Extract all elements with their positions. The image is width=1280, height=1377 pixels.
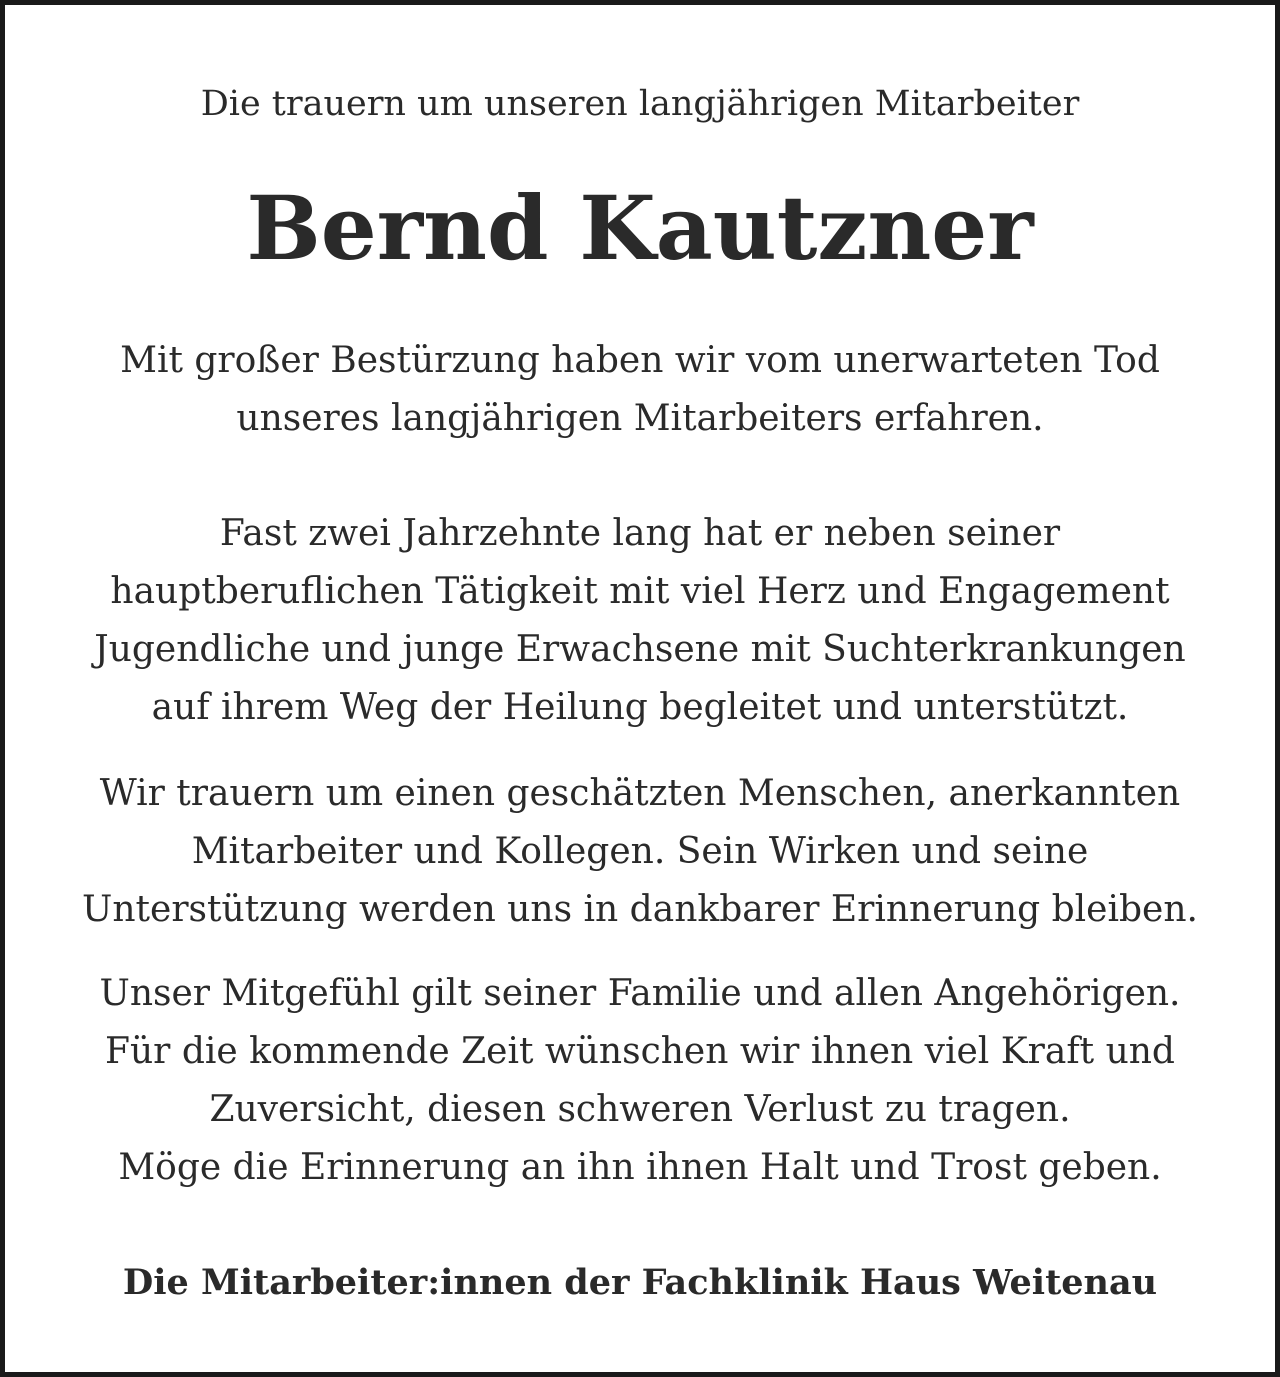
paragraph-line: Möge die Erinnerung an ihn ihnen Halt und Trost geben. [118,1147,1162,1188]
paragraph-line: auf ihrem Weg der Heilung begleitet und unterstützt. [151,687,1129,728]
signature: Die Mitarbeiter:innen der Fachklinik Haus Weitenau [122,1262,1158,1303]
paragraph-line: Unser Mitgefühl gilt seiner Familie und allen Angehörigen. [99,973,1181,1014]
paragraph-line: Wir trauern um einen geschätzten Menschen, anerkannten [99,773,1181,814]
paragraph-line: Zuversicht, diesen schweren Verlust zu tragen. [209,1089,1071,1130]
paragraph-line: Für die kommende Zeit wünschen wir ihnen viel Kraft und [105,1031,1175,1072]
paragraph-line: Fast zwei Jahrzehnte lang hat er neben seiner [219,513,1061,554]
paragraph-mourning [5,765,1275,939]
deceased-name: Bernd Kautzner [246,176,1034,280]
paragraph-work [5,505,1275,737]
paragraph-line: hauptberuflichen Tätigkeit mit viel Herz und Engagement [110,571,1170,612]
paragraph-line: unseres langjährigen Mitarbeiters erfahren. [236,398,1044,439]
paragraph-line: Unterstützung werden uns in dankbarer Erinnerung bleiben. [82,889,1198,930]
paragraph-condolence [5,965,1275,1197]
paragraph-shock [5,332,1275,448]
paragraph-line: Mit großer Bestürzung haben wir vom unerwarteten Tod [120,340,1160,381]
intro-line: Die trauern um unseren langjährigen Mitarbeiter [200,84,1080,124]
paragraph-line: Mitarbeiter und Kollegen. Sein Wirken und seine [191,831,1089,872]
paragraph-line: Jugendliche und junge Erwachsene mit Suchterkrankungen [94,629,1186,670]
